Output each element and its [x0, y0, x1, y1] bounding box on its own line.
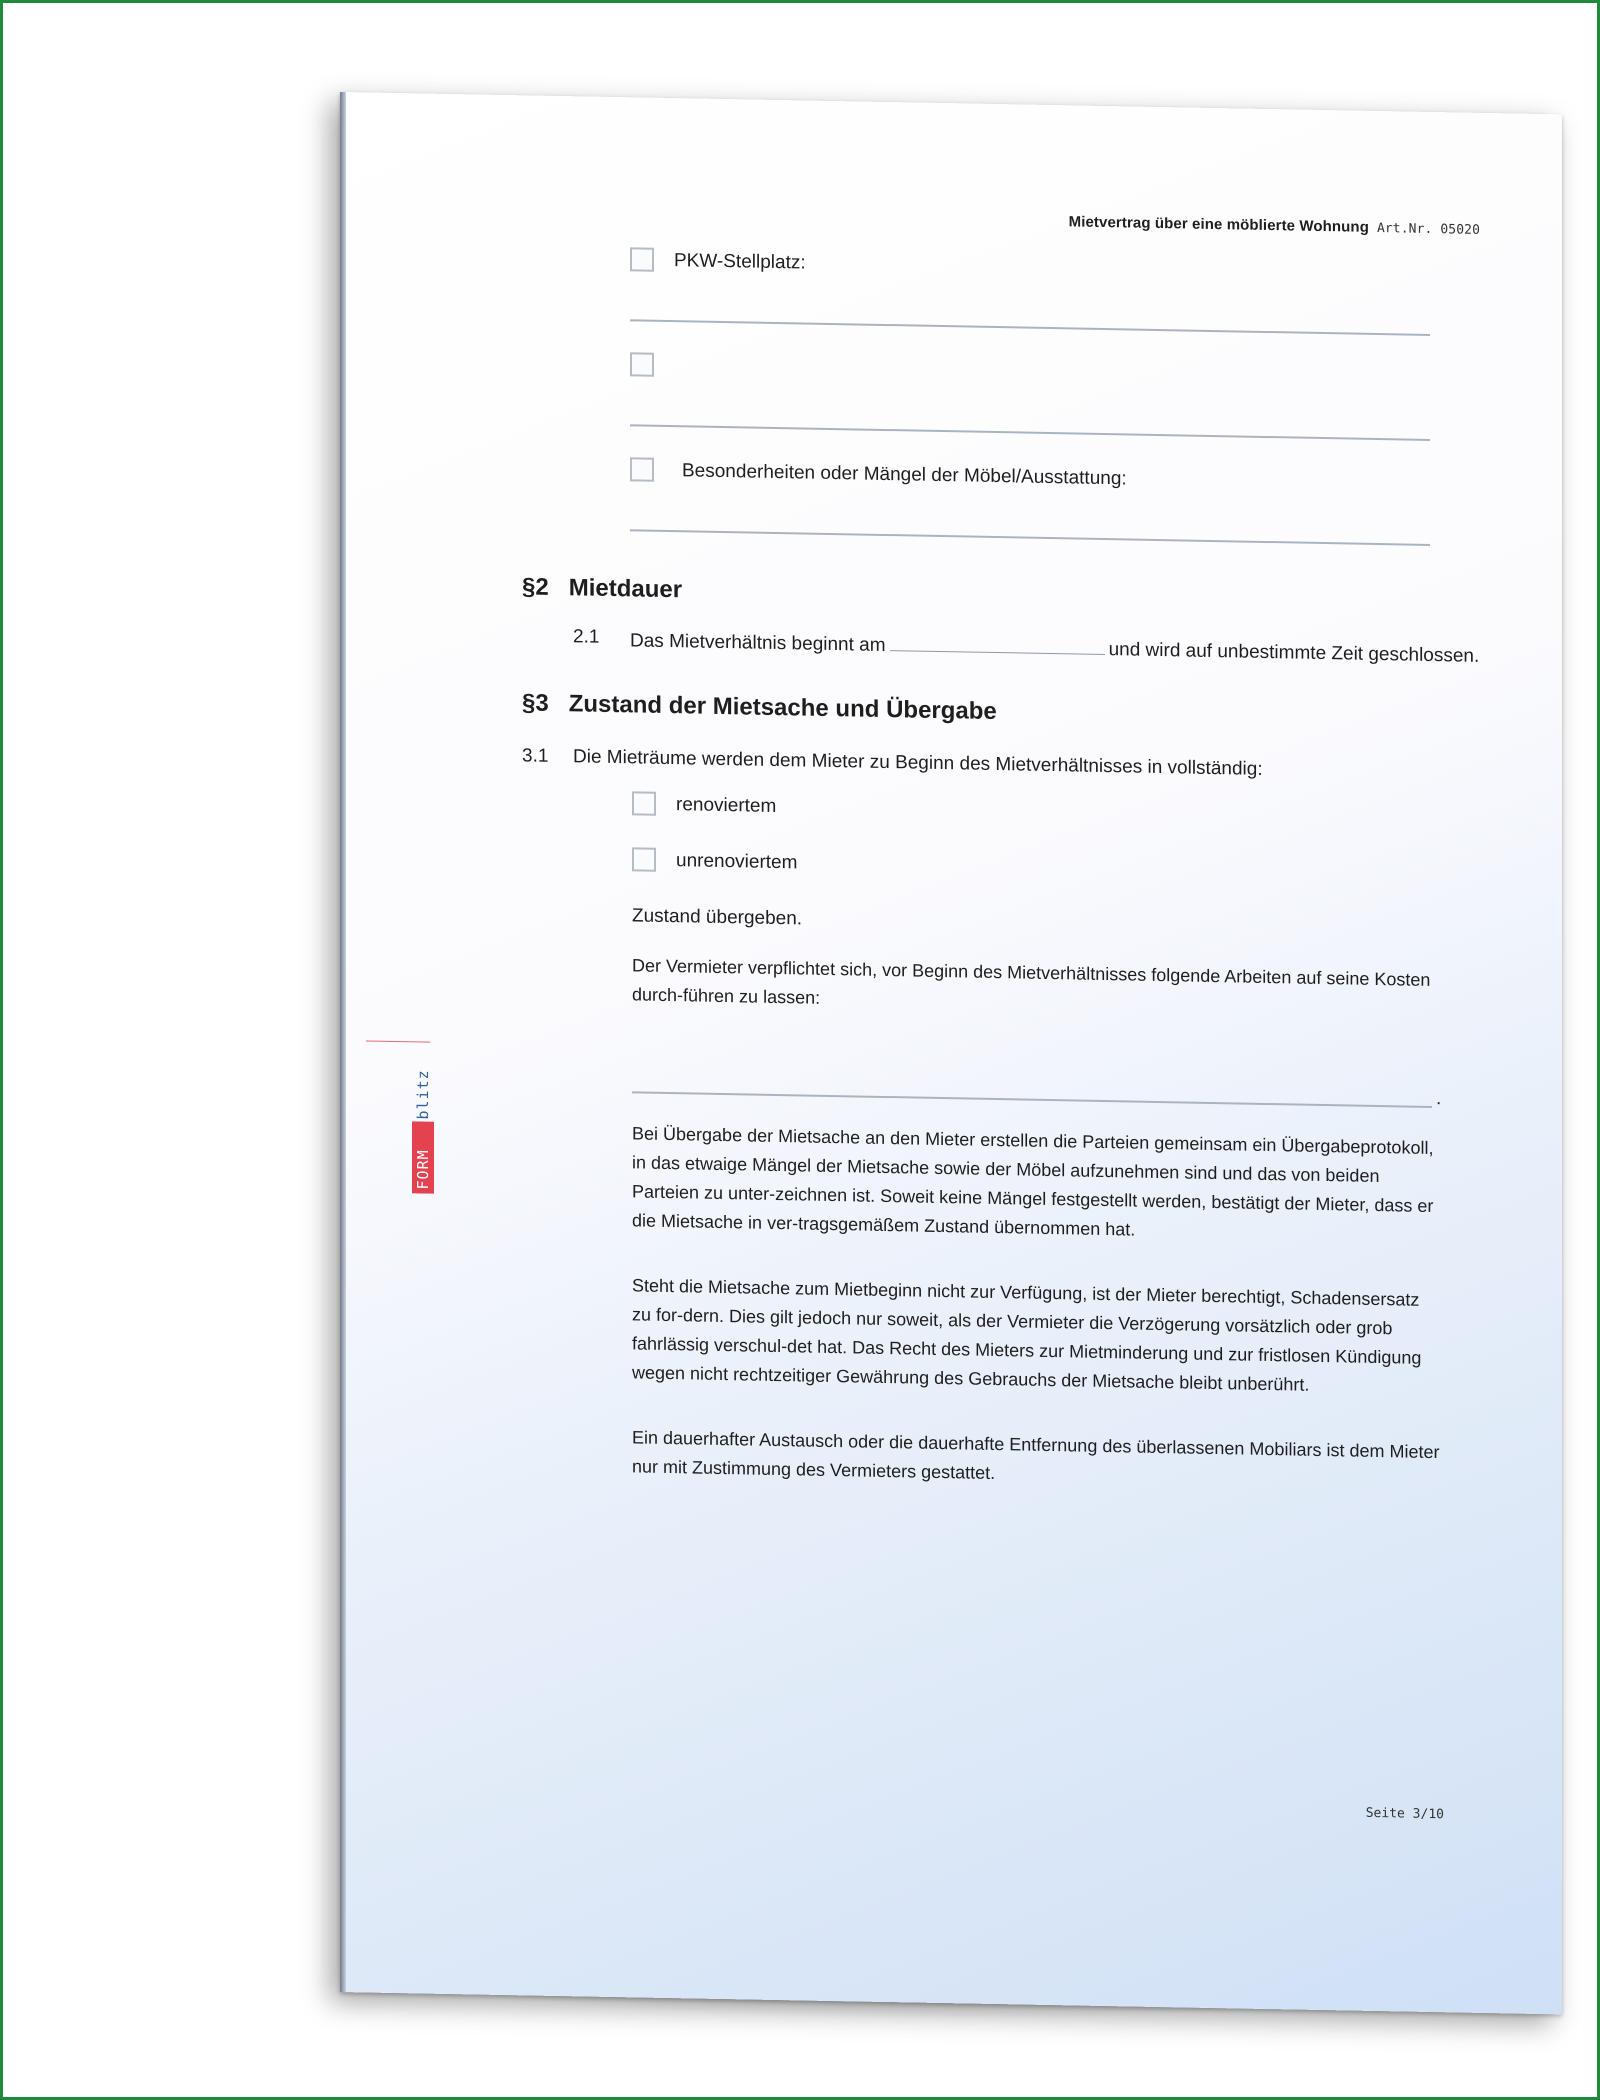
clause-2-1-number: 2.1 [573, 626, 600, 648]
pkw-checkbox[interactable] [630, 247, 654, 271]
unrenoviert-label: unrenoviertem [676, 850, 798, 874]
extra-rule[interactable] [630, 424, 1430, 441]
arbeiten-rule[interactable] [632, 1091, 1432, 1108]
mietbeginn-paragraph: Steht die Mietsache zum Mietbeginn nicht zur Verfügung, ist der Mieter berechtigt, Schadensersatz zu for-dern. Dies gilt jedoch nur soweit, als der Vermieter die Verzögerung vorsätzlich oder grob fahrlässig verschul-det hat. Das Recht des Mieters zur Mietminderung und zur fristlosen Kündigung wegen nicht rechtzeitiger Gewährung des Gebrauchs der Mietsache bleibt unberührt. [632, 1275, 1422, 1395]
besonderheiten-checkbox[interactable] [630, 457, 654, 481]
besonderheiten-rule[interactable] [630, 529, 1430, 546]
uebergabe-paragraph: Bei Übergabe der Mietsache an den Mieter erstellen die Parteien gemeinsam ein Übergabeprotokoll, in das etwaige Mängel der Mietsache sowie der Möbel aufzunehmen sind und das von beiden Parteien zu unter-zeichnen ist. Soweit keine Mängel festgestellt werden, bestätigt der Mieter, dass er die Mietsache in ver-tragsgemäßem Zustand übernommen hat. [632, 1123, 1434, 1240]
renoviert-checkbox[interactable] [632, 791, 656, 815]
pkw-label: PKW-Stellplatz: [674, 250, 806, 274]
section-2-heading: §2 Mietdauer [522, 573, 683, 604]
clause-2-1-text [630, 627, 1479, 668]
unrenoviert-checkbox[interactable] [632, 847, 656, 871]
vermieter-arbeiten-text: Der Vermieter verpflichtet sich, vor Beginn des Mietverhältnisses folgende Arbeiten auf seine Kosten durch-führen zu lassen: [632, 955, 1431, 1008]
pkw-rule[interactable] [630, 319, 1430, 336]
document-page [340, 92, 1562, 2014]
start-date-field[interactable] [890, 632, 1105, 655]
zustand-text: Zustand übergeben. [632, 905, 803, 930]
document-header [1069, 213, 1480, 238]
clause-2-1-after: und wird auf unbestimmte Zeit geschlossen. [1108, 639, 1480, 667]
section-3-heading: §3 Zustand der Mietsache und Übergabe [522, 689, 997, 726]
besonderheiten-label: Besonderheiten oder Mängel der Möbel/Ausstattung: [682, 460, 1127, 490]
renoviert-label: renoviertem [676, 794, 777, 817]
logo-accent-line [366, 1040, 430, 1042]
clause-3-1-number: 3.1 [522, 745, 549, 767]
arbeiten-period: . [1436, 1088, 1442, 1110]
formblitz-logo [412, 1043, 434, 1193]
logo-blitz-text: blitz [414, 1069, 432, 1120]
page-edge [340, 92, 346, 1992]
page-number: Seite 3/10 [1365, 1805, 1444, 1823]
document-title: Mietvertrag über eine möblierte Wohnung [1068, 213, 1369, 236]
clause-3-1-text: Die Mieträume werden dem Mieter zu Beginn des Mietverhältnisses in vollständig: [573, 746, 1263, 780]
extra-checkbox[interactable] [630, 352, 654, 376]
clause-2-1-before: Das Mietverhältnis beginnt am [630, 630, 886, 656]
article-number: Art.Nr. 05020 [1376, 221, 1480, 238]
mobiliar-paragraph: Ein dauerhafter Austausch oder die dauerhafte Entfernung des überlassenen Mobiliars ist dem Mieter nur mit Zustimmung des Vermieters gestattet. [632, 1427, 1440, 1484]
logo-form-text: FORM [414, 1149, 432, 1190]
